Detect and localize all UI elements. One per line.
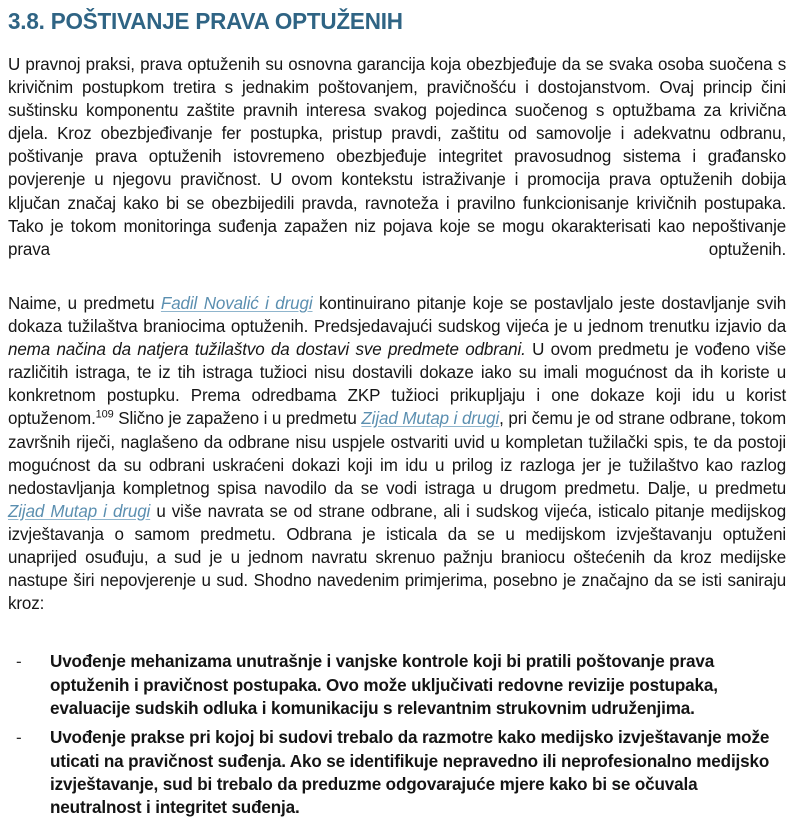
footnote-marker-109[interactable]: 109 <box>95 408 114 421</box>
list-item-text: Uvođenje mehanizama unutrašnje i vanjske kontrole koji bi pratili poštovanje prava optuženih i pravičnost postupaka. Ovo može uključivati redovne revizije postupaka, evaluacije sudskih odluka i komunikaciju s relevantnim strukovnim udruženjima. <box>50 652 718 718</box>
text-run: , pri čemu je od strane odbrane, tokom završnih riječi, naglašeno da odbrane nisu uspjele ostvariti uvid u kompletan tužilački spis, te da postoji mogućnost da su odbrani uskraćeni dokazi koji im idu u prilog iz razloga jer je tužilaštvo kao razlog nedostavljanja kompletnog spisa navodilo da se vodi istraga u drugom predmetu. Dalje, u predmetu <box>8 409 787 498</box>
text-run: Slično je zapaženo i u predmetu <box>113 409 362 429</box>
recommendations-list <box>8 650 790 819</box>
list-item-text: Uvođenje prakse pri kojoj bi sudovi trebalo da razmotre kako medijsko izvještavanje može uticati na pravičnost suđenja. Ako se identifikuje nepravedno ili neprofesionalno medijsko izvještavanje, sud bi trebalo da preduzme odgovarajuće mjere kako bi se očuvala neutralnost i integritet suđenja. <box>50 728 770 818</box>
dash-bullet-icon: - <box>16 728 22 748</box>
paragraph-intro: U pravnoj praksi, prava optuženih su osnovna garancija koja obezbjeđuje da se svaka osoba suočena s krivičnim postupkom tretira s jednakim poštovanjem, pravičnošću i dostojanstvom. Ovaj princip čini suštinsku komponentu zaštite pravnih interesa svakog pojedinca suočenog s optužbama za krivična djela. Kroz obezbjeđivanje fer postupka, pristup pravdi, zaštitu od samovolje i adekvatnu odbranu, poštivanje prava optuženih istovremeno obezbjeđuje integritet pravosudnog sistema i građansko povjerenje u njegovu pravičnost. U ovom kontekstu istraživanje i promocija prava optuženih dobija ključan značaj kako bi se obezbijedili pravda, ravnoteža i pravilno funkcionisanje krivičnih postupaka. Tako je tokom monitoringa suđenja zapažen niz pojava koje se mogu okarakterisati kao nepoštivanje prava optuženih. <box>8 55 787 259</box>
case-reference-mutap-1[interactable]: Zijad Mutap i drugi <box>361 409 500 429</box>
case-reference-novalic[interactable]: Fadil Novalić i drugi <box>160 293 313 313</box>
list-item <box>8 726 790 819</box>
list-item <box>8 650 790 720</box>
text-run: U ovom predmetu je vođeno više različitih istraga, te iz tih istraga tužioci nisu dostavili dokaze iako su imali mogućnost da ih koriste u konkretnom postupku. Prema odredbama ZKP tužioci prikupljaju i one dokaze koji idu u korist optuženom. <box>8 340 787 429</box>
text-run: kontinuirano pitanje koje se postavljalo jeste dostavljanje svih dokaza tužilaštva braniocima optuženih. Predsjedavajući sudskog vijeća je u jednom trenutku izjavio da <box>8 293 787 337</box>
dash-bullet-icon: - <box>16 652 22 672</box>
text-run: u više navrata se od strane odbrane, ali i sudskog vijeća, isticalo pitanje medijskog izvještavanja o samom predmetu. Odbrana je isticala da se u medijskom izvještavanju optuženi unaprijed osuđuju, a sud je u jednom navratu skrenuo pažnju braniocu oštećenih da kroz medijske nastupe širi nepovjerenje u sud. Shodno navedenim primjerima, posebno je značajno da se isti saniraju kroz: <box>8 501 787 614</box>
case-reference-mutap-2[interactable]: Zijad Mutap i drugi <box>8 501 151 521</box>
page-title: 3.8. POŠTIVANJE PRAVA OPTUŽENIH <box>8 8 403 34</box>
paragraph-findings <box>8 292 786 638</box>
text-run: Naime, u predmetu <box>8 293 161 313</box>
quoted-statement: nema načina da natjera tužilaštvo da dostavi sve predmete odbrani. <box>8 340 526 360</box>
